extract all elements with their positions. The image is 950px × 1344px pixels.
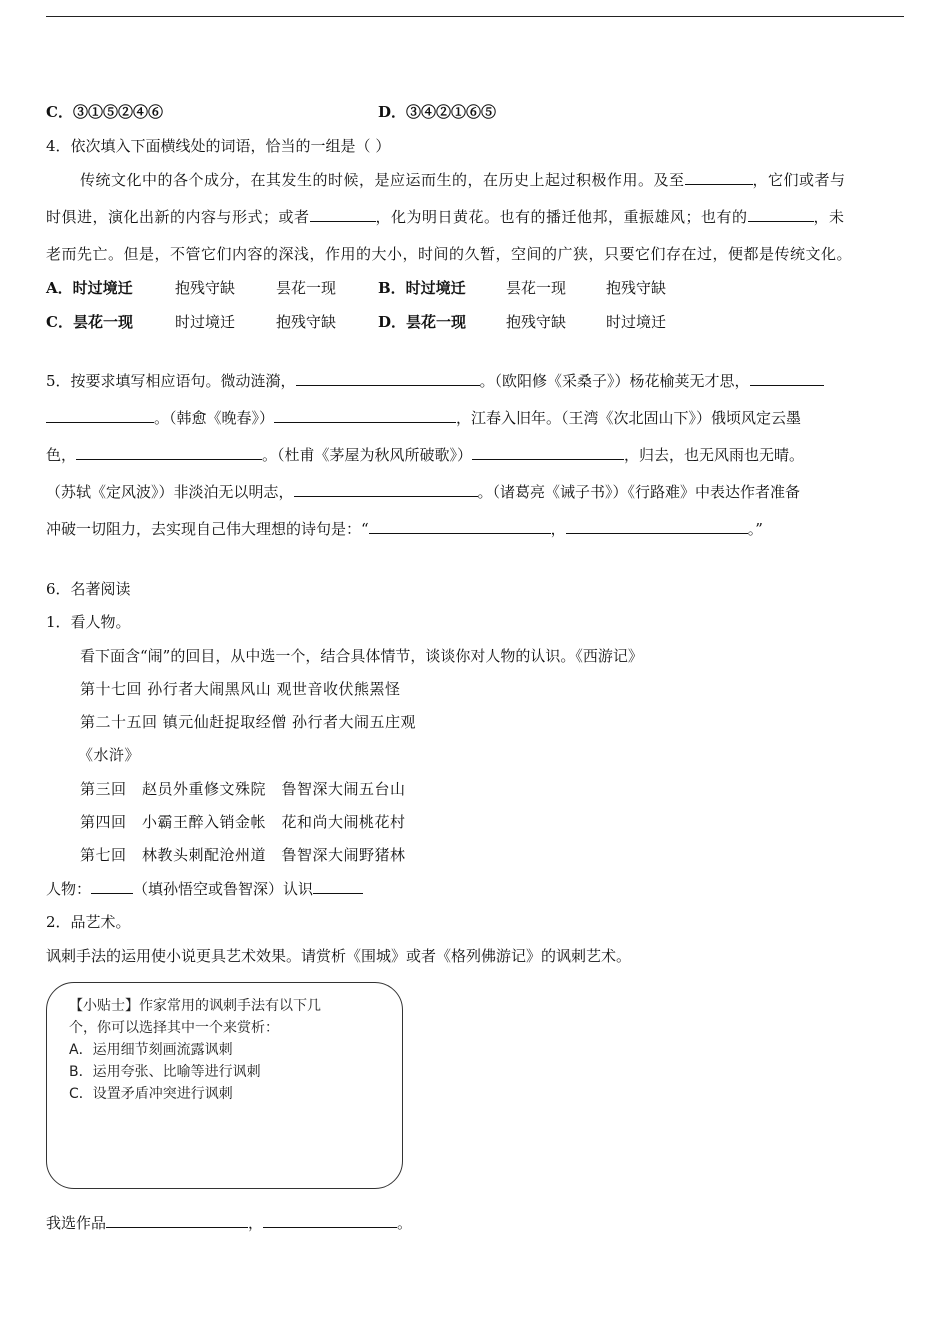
- answer-blank[interactable]: [294, 482, 478, 497]
- answer-blank[interactable]: [296, 371, 480, 386]
- answer-blank[interactable]: [310, 207, 376, 222]
- shuihu-chapter-7: 第七回 林教头刺配沧州道 鲁智深大闹野猪林: [80, 846, 406, 864]
- q4-option-a-3: 昙花一现: [276, 279, 337, 297]
- q4-option-b-2: 昙花一现: [506, 279, 567, 297]
- q3-option-c: C．③①⑤②④⑥: [46, 103, 163, 121]
- q4-option-c-3: 抱残守缺: [276, 313, 337, 331]
- q4-passage-line-1: 传统文化中的各个成分，在其发生的时候，是应运而生的，在历史上起过积极作用。及至 ，它们或者与: [80, 171, 846, 189]
- xyj-chapter-25: 第二十五回 镇元仙赶捉取经僧 孙行者大闹五庄观: [80, 713, 417, 731]
- q3-option-d: D．③④②①⑥⑤: [378, 103, 497, 121]
- answer-blank[interactable]: [369, 519, 551, 534]
- q6-sub-1: 1．看人物。: [46, 613, 131, 631]
- person-answer-line: 人物： （填孙悟空或鲁智深）认识: [46, 879, 363, 899]
- choose-work-line: 我选作品 ， 。: [46, 1214, 413, 1232]
- answer-blank[interactable]: [748, 207, 814, 222]
- tip-line: B．运用夸张、比喻等进行讽刺: [69, 1064, 261, 1080]
- q6-sub-1-intro: 看下面含“闹”的回目，从中选一个，结合具体情节，谈谈你对人物的认识。《西游记》: [80, 647, 643, 665]
- tip-box: [46, 982, 403, 1189]
- answer-blank[interactable]: [750, 371, 824, 386]
- answer-blank[interactable]: [685, 170, 753, 185]
- q5-line-2: 。（韩愈《晚春》） ，江春入旧年。（王湾《次北固山下》）俄顷风定云墨: [46, 408, 801, 428]
- q4-passage-line-2: 时俱进，演化出新的内容与形式；或者 ，化为明日黄花。也有的播迁他邦，重振雄风；也有的 ，未: [46, 208, 845, 226]
- shuihu-chapter-3: 第三回 赵员外重修文殊院 鲁智深大闹五台山: [80, 780, 406, 798]
- q4-stem: 4．依次填入下面横线处的词语，恰当的一组是（ ）: [46, 137, 391, 155]
- q6-title: 6．名著阅读: [46, 580, 131, 598]
- q4-option-a: A．时过境迁: [46, 279, 133, 297]
- q4-option-d-3: 时过境迁: [606, 313, 667, 331]
- answer-blank[interactable]: [472, 445, 624, 460]
- shuihu-chapter-4: 第四回 小霸王醉入销金帐 花和尚大闹桃花村: [80, 813, 406, 831]
- q4-option-c-2: 时过境迁: [175, 313, 236, 331]
- q6-sub-2: 2．品艺术。: [46, 913, 131, 931]
- answer-blank[interactable]: [274, 408, 456, 423]
- answer-blank[interactable]: [46, 408, 154, 423]
- q5-line-1: 5．按要求填写相应语句。微动涟漪， 。（欧阳修《采桑子》）杨花榆荚无才思，: [46, 371, 824, 391]
- q4-option-d-2: 抱残守缺: [506, 313, 567, 331]
- tip-line: 个，你可以选择其中一个来赏析：: [69, 1020, 279, 1036]
- answer-blank[interactable]: [106, 1213, 248, 1228]
- xyj-chapter-17: 第十七回 孙行者大闹黑风山 观世音收伏熊罴怪: [80, 680, 401, 698]
- q4-option-d: D．昙花一现: [378, 313, 467, 331]
- q4-option-c: C．昙花一现: [46, 313, 133, 331]
- q5-line-5: 冲破一切阻力，去实现自己伟大理想的诗句是：“ ， 。”: [46, 520, 763, 538]
- q6-sub-2-intro: 讽刺手法的运用使小说更具艺术效果。请赏析《围城》或者《格列佛游记》的讽刺艺术。: [46, 947, 632, 965]
- shuihu-title: 《水浒》: [78, 746, 141, 764]
- tip-line: A．运用细节刻画流露讽刺: [69, 1042, 233, 1058]
- tip-line: C．设置矛盾冲突进行讽刺: [69, 1086, 233, 1102]
- q4-option-b: B．时过境迁: [378, 279, 466, 297]
- answer-blank[interactable]: [313, 879, 363, 894]
- q4-option-a-2: 抱残守缺: [175, 279, 236, 297]
- q4-option-b-3: 抱残守缺: [606, 279, 667, 297]
- q5-line-3: 色， 。（杜甫《茅屋为秋风所破歌》） ，归去，也无风雨也无晴。: [46, 446, 805, 464]
- answer-blank[interactable]: [76, 445, 262, 460]
- answer-blank[interactable]: [91, 879, 133, 894]
- q5-line-4: （苏轼《定风波》）非淡泊无以明志， 。（诸葛亮《诫子书》）《行路难》中表达作者准备: [46, 483, 801, 501]
- tip-line: 【小贴士】作家常用的讽刺手法有以下几: [69, 998, 321, 1014]
- answer-blank[interactable]: [263, 1213, 397, 1228]
- top-rule: [46, 16, 904, 17]
- answer-blank[interactable]: [566, 519, 748, 534]
- q4-passage-line-3: 老而先亡。但是，不管它们内容的深浅，作用的大小，时间的久暂，空间的广狭，只要它们存在过，便都是传统文化。: [46, 245, 853, 263]
